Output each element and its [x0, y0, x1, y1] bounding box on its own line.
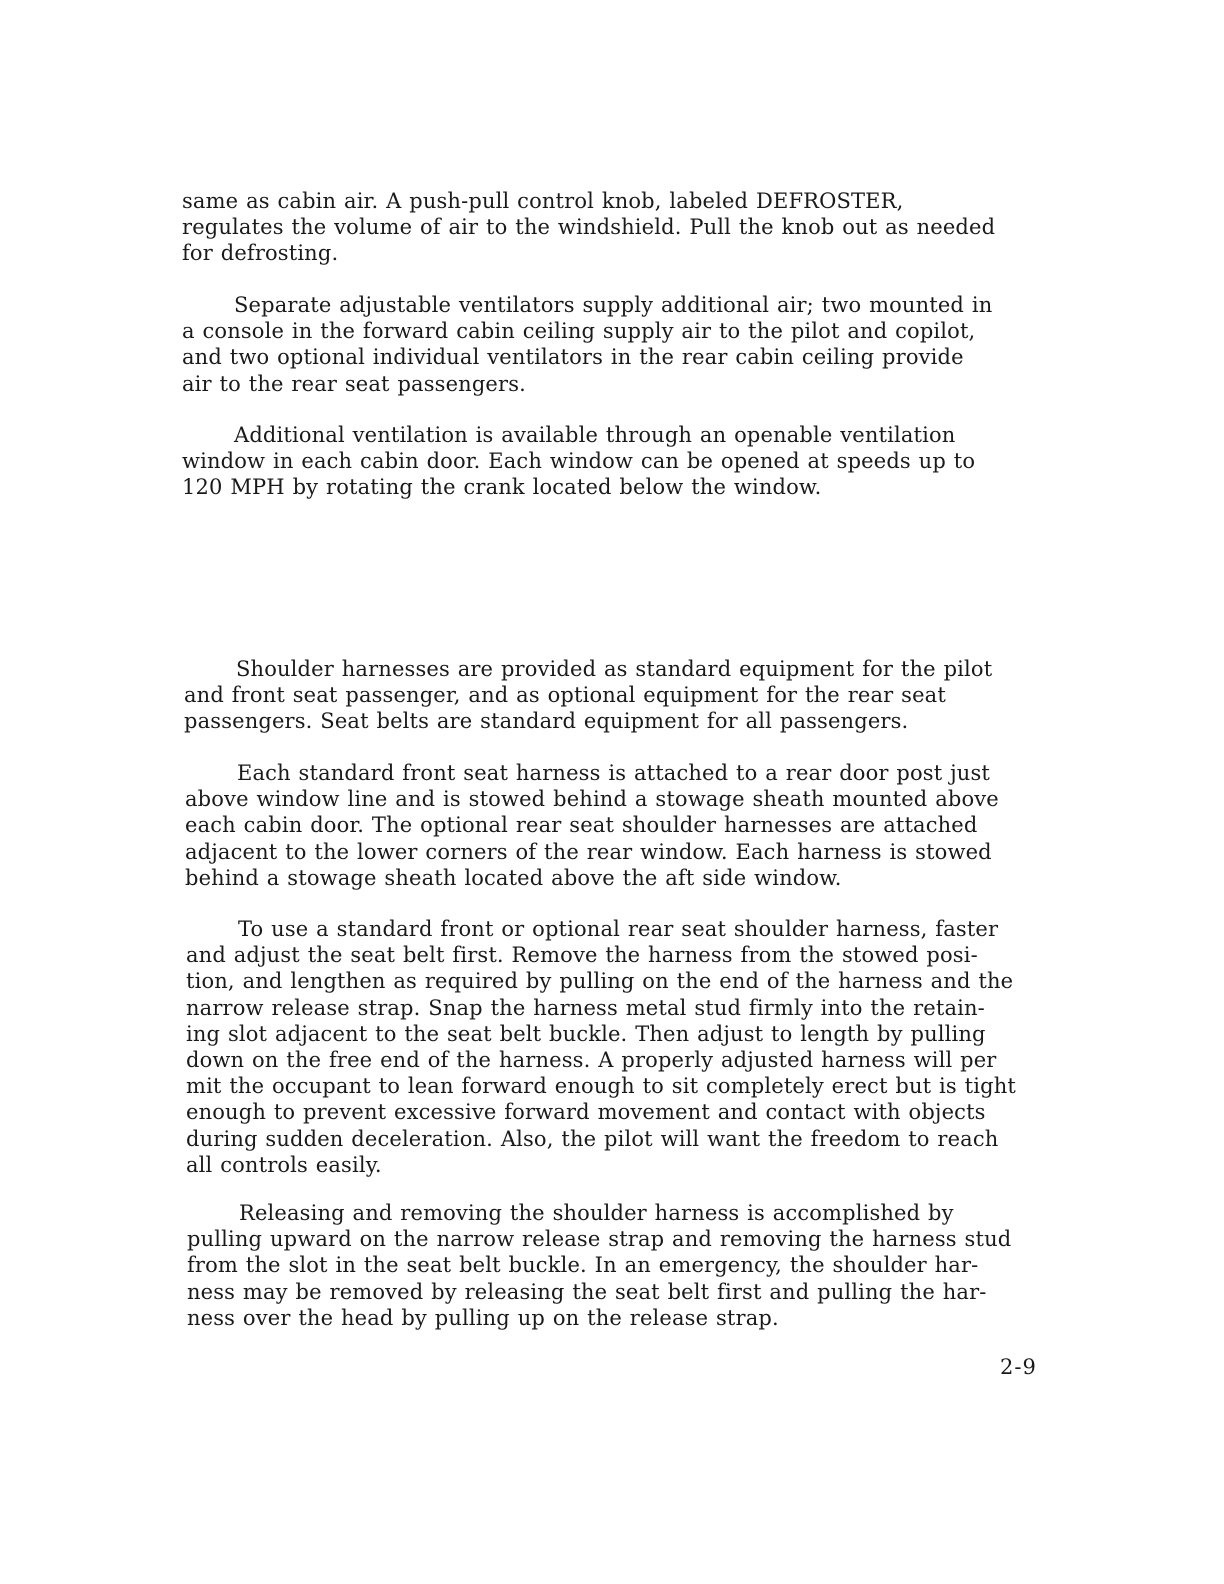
text-line: To use a standard front or optional rear seat shoulder harness, faster	[238, 917, 999, 941]
paragraph-defroster	[182, 188, 995, 267]
text-line: Separate adjustable ventilators supply additional air; two mounted in	[234, 293, 993, 317]
text-line: Additional ventilation is available through an openable ventilation	[234, 423, 956, 447]
text-line: enough to prevent excessive forward movement and contact with objects	[186, 1100, 986, 1125]
text-line: ness over the head by pulling up on the release strap.	[187, 1305, 779, 1330]
text-line: ness may be removed by releasing the seat belt first and pulling the har-	[187, 1279, 987, 1304]
text-line: passengers. Seat belts are standard equipment for all passengers.	[184, 709, 909, 734]
text-line: all controls easily.	[186, 1152, 382, 1177]
paragraph-ventilation-window	[182, 422, 975, 501]
text-line: pulling upward on the narrow release strap and removing the harness stud	[187, 1227, 1012, 1252]
text-line: Each standard front seat harness is attached to a rear door post just	[237, 761, 990, 785]
text-line: behind a stowage sheath located above the aft side window.	[185, 865, 842, 890]
text-line: and front seat passenger, and as optional equipment for the rear seat	[184, 683, 946, 708]
text-line: tion, and lengthen as required by pulling on the end of the harness and the	[186, 969, 1014, 994]
text-line: and two optional individual ventilators in the rear cabin ceiling provide	[182, 345, 964, 370]
text-line: Releasing and removing the shoulder harness is accomplished by	[239, 1201, 954, 1225]
text-line: above window line and is stowed behind a stowage sheath mounted above	[185, 787, 999, 812]
paragraph-ventilators	[182, 292, 992, 397]
text-line: a console in the forward cabin ceiling supply air to the pilot and copilot,	[182, 319, 976, 344]
text-line: during sudden deceleration. Also, the pilot will want the freedom to reach	[186, 1126, 999, 1151]
text-line: narrow release strap. Snap the harness metal stud firmly into the retain-	[186, 995, 985, 1020]
paragraph-using-harness	[186, 916, 1042, 1178]
text-line: window in each cabin door. Each window can be opened at speeds up to	[182, 449, 976, 474]
text-line: adjacent to the lower corners of the rear window. Each harness is stowed	[185, 839, 992, 864]
text-line: regulates the volume of air to the windshield. Pull the knob out as needed	[182, 215, 996, 240]
text-line: from the slot in the seat belt buckle. In an emergency, the shoulder har-	[187, 1253, 979, 1278]
text-line: each cabin door. The optional rear seat shoulder harnesses are attached	[185, 813, 978, 838]
text-line: 120 MPH by rotating the crank located below the window.	[182, 475, 822, 500]
text-line: same as cabin air. A push-pull control knob, labeled DEFROSTER,	[182, 189, 904, 213]
text-line: and adjust the seat belt first. Remove the harness from the stowed posi-	[186, 943, 978, 968]
text-line: for defrosting.	[182, 241, 339, 266]
paragraph-shoulder-harnesses	[184, 656, 992, 735]
text-line: mit the occupant to lean forward enough to sit completely erect but is tight	[186, 1074, 1016, 1099]
paragraph-front-seat-harness	[185, 760, 999, 891]
page-number: 2-9	[1000, 1355, 1037, 1379]
text-line: air to the rear seat passengers.	[182, 371, 526, 396]
paragraph-releasing-harness	[187, 1200, 1011, 1331]
text-line: Shoulder harnesses are provided as standard equipment for the pilot	[236, 657, 993, 681]
text-line: ing slot adjacent to the seat belt buckle. Then adjust to length by pulling	[186, 1021, 986, 1046]
text-line: down on the free end of the harness. A properly adjusted harness will per	[186, 1048, 997, 1073]
